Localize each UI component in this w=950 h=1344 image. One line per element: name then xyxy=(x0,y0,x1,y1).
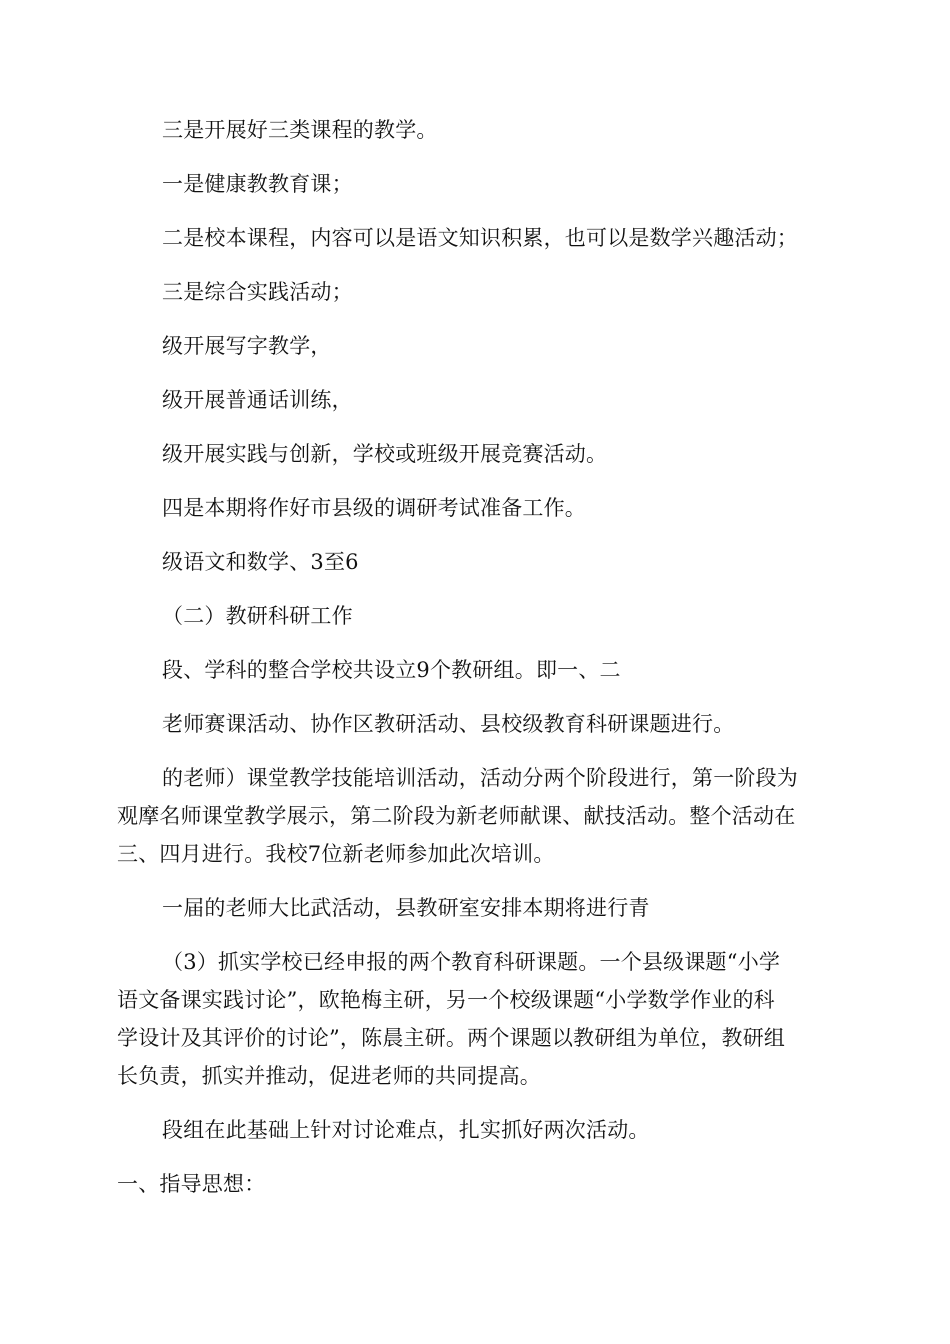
text-line: 段组在此基础上针对讨论难点，扎实抓好两次活动。 xyxy=(162,1118,650,1142)
text-line: 级开展普通话训练， xyxy=(162,388,353,412)
text-line: 二是校本课程，内容可以是语文知识积累，也可以是数学兴趣活动； xyxy=(162,226,798,250)
text-line: 语文备课实践讨论”，欧艳梅主研，另一个校级课题“小学数学作业的科 xyxy=(117,988,775,1012)
text-line: 级开展写字教学， xyxy=(162,334,332,358)
text-line: （3）抓实学校已经申报的两个教育科研课题。一个县级课题“小学 xyxy=(162,950,781,974)
text-line: 老师赛课活动、协作区教研活动、县校级教育科研课题进行。 xyxy=(162,712,735,736)
text-line: 级开展实践与创新，学校或班级开展竞赛活动。 xyxy=(162,442,608,466)
text-line: 长负责，抓实并推动，促进老师的共同提高。 xyxy=(117,1064,541,1088)
text-line: 级语文和数学、3至6 xyxy=(162,550,359,574)
text-line: 一是健康教教育课； xyxy=(162,172,353,196)
section-heading: （二）教研科研工作 xyxy=(162,604,353,628)
text-line: 三是综合实践活动； xyxy=(162,280,353,304)
text-line: 观摩名师课堂教学展示，第二阶段为新老师献课、献技活动。整个活动在 xyxy=(117,804,796,828)
text-line: 三、四月进行。我校7位新老师参加此次培训。 xyxy=(117,842,555,866)
text-line: 的老师）课堂教学技能培训活动，活动分两个阶段进行，第一阶段为 xyxy=(162,766,798,790)
text-line: 一届的老师大比武活动，县教研室安排本期将进行青 xyxy=(162,896,650,920)
text-line: 四是本期将作好市县级的调研考试准备工作。 xyxy=(162,496,586,520)
section-heading: 一、指导思想： xyxy=(117,1172,266,1196)
text-line: 段、学科的整合学校共设立9个教研组。即一、二 xyxy=(162,658,621,682)
text-line: 三是开展好三类课程的教学。 xyxy=(162,118,438,142)
text-line: 学设计及其评价的讨论”，陈晨主研。两个课题以教研组为单位，教研组 xyxy=(117,1026,786,1050)
